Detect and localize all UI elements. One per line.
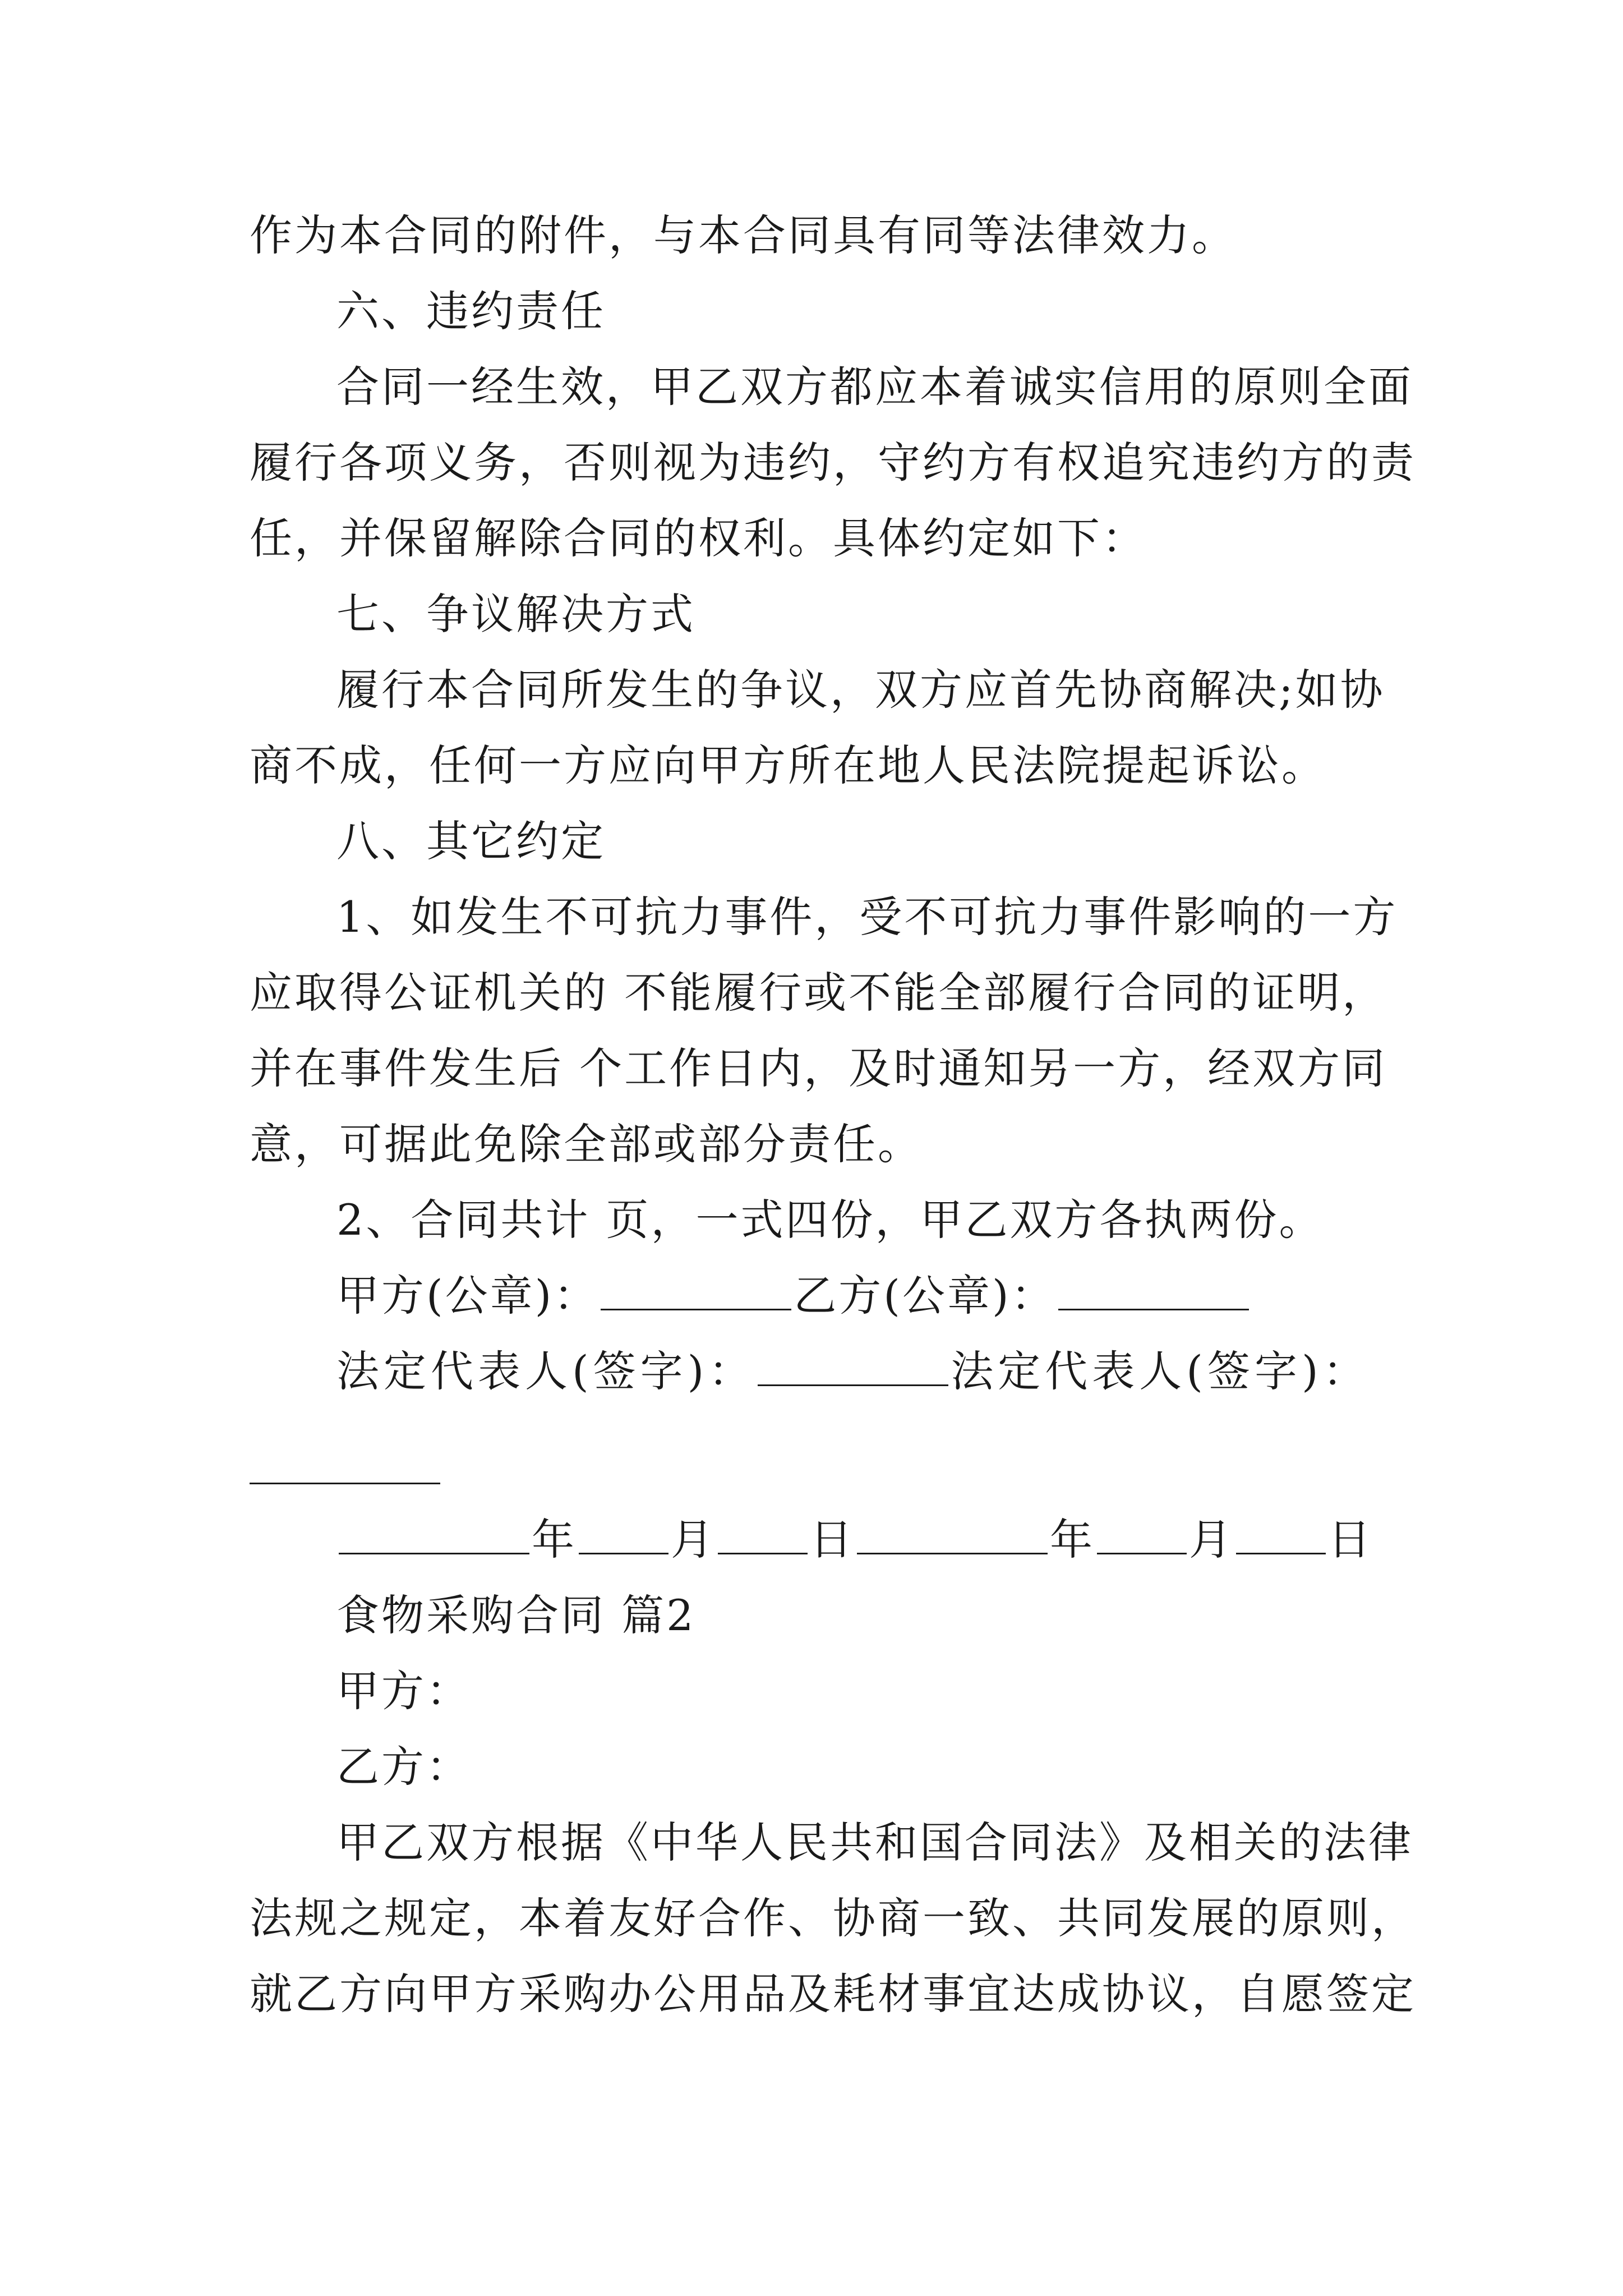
rep-b-label: 法定代表人(签字)： <box>951 1346 1370 1396</box>
section-2-title: 食物采购合同 篇2 <box>336 1590 696 1640</box>
month-b-blank <box>1097 1515 1187 1554</box>
paragraph-line: 并在事件发生后 个工作日内，及时通知另一方，经双方同 <box>250 1043 1387 1093</box>
month-b-label: 月 <box>1189 1515 1234 1565</box>
paragraph-line: 1、如发生不可抗力事件，受不可抗力事件影响的一方 <box>336 892 1398 942</box>
paragraph-line: 商不成，任何一方应向甲方所在地人民法院提起诉讼。 <box>250 740 1326 790</box>
day-a-label: 日 <box>810 1515 855 1565</box>
paragraph-line: 2、合同共计 页，一式四份，甲乙双方各执两份。 <box>336 1195 1324 1245</box>
year-b-blank <box>857 1515 1048 1554</box>
party-b-seal-blank <box>1058 1271 1249 1310</box>
representative-line <box>336 1345 1370 1398</box>
year-a-blank <box>339 1515 529 1554</box>
year-b-label: 年 <box>1050 1515 1095 1565</box>
rep-b-blank <box>250 1483 440 1484</box>
paragraph-line: 意，可据此免除全部或部分责任。 <box>250 1119 923 1169</box>
section-heading: 六、违约责任 <box>336 286 606 336</box>
paragraph-line: 履行本合同所发生的争议，双方应首先协商解决;如协 <box>336 665 1385 715</box>
section-heading: 七、争议解决方式 <box>336 589 695 639</box>
rep-a-blank <box>758 1346 948 1386</box>
section-heading: 八、其它约定 <box>336 816 606 866</box>
party-a-line: 甲方： <box>336 1666 471 1716</box>
paragraph-line: 履行各项义务，否则视为违约，守约方有权追究违约方的责 <box>250 438 1416 487</box>
date-line <box>336 1513 1373 1567</box>
month-a-blank <box>579 1515 668 1554</box>
paragraph-line: 甲乙双方根据《中华人民共和国合同法》及相关的法律 <box>336 1818 1413 1867</box>
paragraph-line: 法规之规定，本着友好合作、协商一致、共同发展的原则， <box>250 1893 1416 1943</box>
party-b-line: 乙方： <box>336 1742 471 1792</box>
paragraph-line: 应取得公证机关的 不能履行或不能全部履行合同的证明， <box>250 968 1387 1018</box>
paragraph-line: 作为本合同的附件，与本合同具有同等法律效力。 <box>250 210 1237 260</box>
day-a-blank <box>718 1515 808 1554</box>
day-b-blank <box>1236 1515 1326 1554</box>
party-b-seal-label: 乙方(公章)： <box>794 1271 1056 1320</box>
paragraph-line: 就乙方向甲方采购办公用品及耗材事宜达成协议，自愿签定 <box>250 1969 1416 2019</box>
day-b-label: 日 <box>1328 1515 1373 1565</box>
month-a-label: 月 <box>671 1515 716 1565</box>
year-a-label: 年 <box>532 1515 577 1565</box>
rep-a-label: 法定代表人(签字)： <box>336 1346 756 1396</box>
party-a-seal-blank <box>601 1271 791 1310</box>
party-a-seal-label: 甲方(公章)： <box>336 1271 599 1320</box>
seal-line <box>336 1269 1251 1323</box>
paragraph-line: 合同一经生效，甲乙双方都应本着诚实信用的原则全面 <box>336 362 1413 412</box>
paragraph-line: 任，并保留解除合同的权利。具体约定如下： <box>250 513 1147 563</box>
